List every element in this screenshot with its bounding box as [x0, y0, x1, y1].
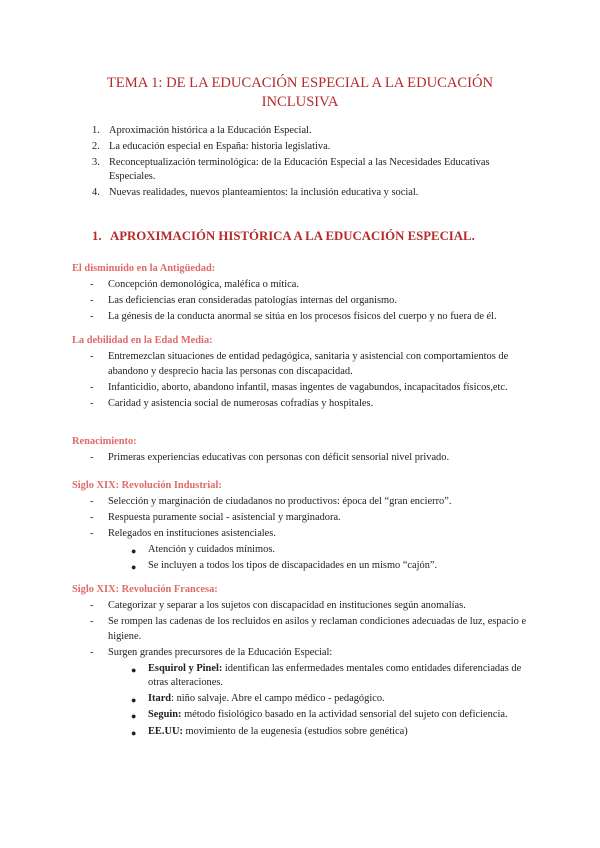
document-title — [80, 74, 520, 112]
bullet-list — [72, 495, 532, 542]
section-edad-media — [72, 334, 532, 413]
toc-item — [92, 140, 532, 154]
sub-item-bold: Seguin: — [148, 709, 182, 721]
toc-number: 2. — [92, 140, 100, 152]
list-item-text: Selección y marginación de ciudadanos no productivos: época del “gran encierro”. — [108, 496, 452, 507]
sub-bullet-list — [72, 543, 532, 574]
list-item-text: Relegados en instituciones asistenciales. — [108, 528, 276, 540]
sub-list-item — [72, 692, 532, 707]
sub-item-bold: Esquirol y Pinel: — [148, 662, 223, 674]
subsection-title: Siglo XIX: Revolución Industrial: — [72, 480, 222, 491]
subsection-title: El disminuido en la Antigüedad: — [72, 263, 216, 274]
toc-number: 3. — [92, 156, 100, 168]
sub-list-item — [72, 543, 532, 558]
list-item-text: Las deficiencias eran consideradas patologías internas del organismo. — [108, 295, 397, 307]
toc-number: 4. — [92, 187, 100, 199]
list-item-text: Entremezclan situaciones de entidad pedagógica, sanitaria y asistencial con comportamientos de abandono y desprecio hacia las personas con discapacidad. — [108, 351, 509, 377]
title-line-1: TEMA 1: DE LA EDUCACIÓN ESPECIAL A LA EDUCACIÓN — [106, 75, 494, 91]
section-renacimiento — [72, 435, 532, 467]
list-item: - Entremezclan situaciones de entidad pedagógica, sanitaria y asistencial con comportamientos de abandono y desprecio hacia las personas con discapacidad. — [90, 351, 509, 377]
list-item-text: Infanticidio, aborto, abandono infantil, masas ingentes de vagabundos, incapacitados físicos,etc. — [108, 381, 508, 393]
bullet-list — [72, 599, 532, 660]
bullet-dot-icon: ● — [131, 562, 137, 573]
list-item: - Infanticidio, aborto, abandono infantil, masas ingentes de vagabundos, incapacitados físicos,etc. — [90, 381, 508, 393]
table-of-contents — [92, 124, 532, 202]
list-item-text: Caridad y asistencia social de numerosas cofradías y hospitales. — [108, 397, 374, 409]
toc-item — [92, 186, 532, 200]
list-item-text: Respuesta puramente social - asistencial y marginadora. — [108, 512, 341, 524]
list-item: - La génesis de la conducta anormal se sitúa en los procesos físicos del cuerpo y no fuera de él. — [90, 311, 497, 323]
bullet-dot-icon: ● — [131, 695, 137, 706]
toc-text: Aproximación histórica a la Educación Especial. — [109, 125, 312, 136]
list-item: - Se rompen las cadenas de los recluidos en asilos y reclaman condiciones adecuadas de luz, espacio e higiene. — [90, 616, 527, 642]
bullet-dot-icon: ● — [131, 727, 137, 738]
list-item: - Primeras experiencias educativas con personas con déficit sensorial nivel privado. — [90, 452, 450, 463]
section-revolucion-francesa — [72, 583, 532, 741]
list-item: - Respuesta puramente social - asistencial y marginadora. — [90, 512, 341, 524]
sub-list-item — [72, 559, 532, 574]
sub-item-bold: EE.UU: — [148, 725, 183, 737]
section-revolucion-industrial — [72, 479, 532, 575]
sub-list-item — [72, 725, 532, 740]
list-item-text: La génesis de la conducta anormal se sitúa en los procesos físicos del cuerpo y no fuera de él. — [108, 311, 497, 323]
list-item: - Las deficiencias eran consideradas patologías internas del organismo. — [90, 295, 397, 307]
sub-list-item — [72, 708, 532, 723]
list-item-text: Categorizar y separar a los sujetos con discapacidad en instituciones según anomalías. — [108, 600, 466, 611]
toc-number: 1. — [92, 125, 100, 136]
list-item: - Surgen grandes precursores de la Educación Especial: — [90, 646, 333, 658]
toc-text: La educación especial en España: historia legislativa. — [109, 140, 331, 152]
toc-item — [92, 156, 532, 185]
subsection-title: Renacimiento: — [72, 436, 137, 447]
subsection-title: Siglo XIX: Revolución Francesa: — [72, 584, 218, 595]
section-heading — [92, 229, 475, 244]
list-item-text: Concepción demonológica, maléfica o mítica. — [108, 279, 300, 290]
bullet-list — [72, 278, 532, 325]
sub-item-text: identifican las enfermedades mentales como entidades diferenciadas de otras alteraciones. — [148, 662, 522, 689]
list-item-text: Surgen grandes precursores de la Educación Especial: — [108, 646, 333, 658]
heading-number: 1. — [92, 229, 102, 243]
list-item: - Selección y marginación de ciudadanos no productivos: época del “gran encierro”. — [90, 496, 452, 507]
bullet-dot-icon: ● — [131, 664, 137, 675]
sub-item-text: movimiento de la eugenesia (estudios sobre genética) — [182, 725, 408, 737]
list-item-text: Se rompen las cadenas de los recluidos en asilos y reclaman condiciones adecuadas de luz, espacio e higiene. — [108, 616, 527, 642]
heading-text: APROXIMACIÓN HISTÓRICA A LA EDUCACIÓN ESPECIAL. — [110, 229, 475, 243]
toc-item — [92, 124, 532, 138]
list-item: - Relegados en instituciones asistenciales. — [90, 528, 276, 540]
section-antiguedad — [72, 262, 532, 326]
sub-item-text: : niño salvaje. Abre el campo médico - pedagógico. — [171, 693, 385, 705]
list-item: - Concepción demonológica, maléfica o mítica. — [90, 279, 300, 290]
sub-bullet-list — [72, 662, 532, 739]
bullet-dot-icon: ● — [131, 546, 137, 557]
bullet-list — [72, 350, 532, 411]
list-item-text: Primeras experiencias educativas con personas con déficit sensorial nivel privado. — [108, 452, 450, 463]
toc-text: Nuevas realidades, nuevos planteamientos: la inclusión educativa y social. — [109, 187, 419, 199]
bullet-list — [72, 451, 532, 466]
subsection-title: La debilidad en la Edad Media: — [72, 335, 213, 346]
title-line-2: INCLUSIVA — [261, 94, 339, 110]
sub-item-text: método fisiológico basado en la actividad sensorial del sujeto con deficiencia. — [181, 709, 508, 721]
list-item: - Categorizar y separar a los sujetos con discapacidad en instituciones según anomalías. — [90, 600, 466, 611]
list-item: - Caridad y asistencia social de numerosas cofradías y hospitales. — [90, 397, 374, 409]
sub-list-item — [72, 662, 532, 691]
toc-text: Reconceptualización terminológica: de la Educación Especial a las Necesidades Educativas Especiales. — [109, 156, 490, 183]
bullet-dot-icon: ● — [131, 711, 137, 722]
sub-item-text: Se incluyen a todos los tipos de discapacidades en un mismo “cajón”. — [148, 560, 438, 572]
sub-item-text: Atención y cuidados mínimos. — [148, 544, 275, 556]
sub-item-bold: Itard — [148, 693, 172, 705]
